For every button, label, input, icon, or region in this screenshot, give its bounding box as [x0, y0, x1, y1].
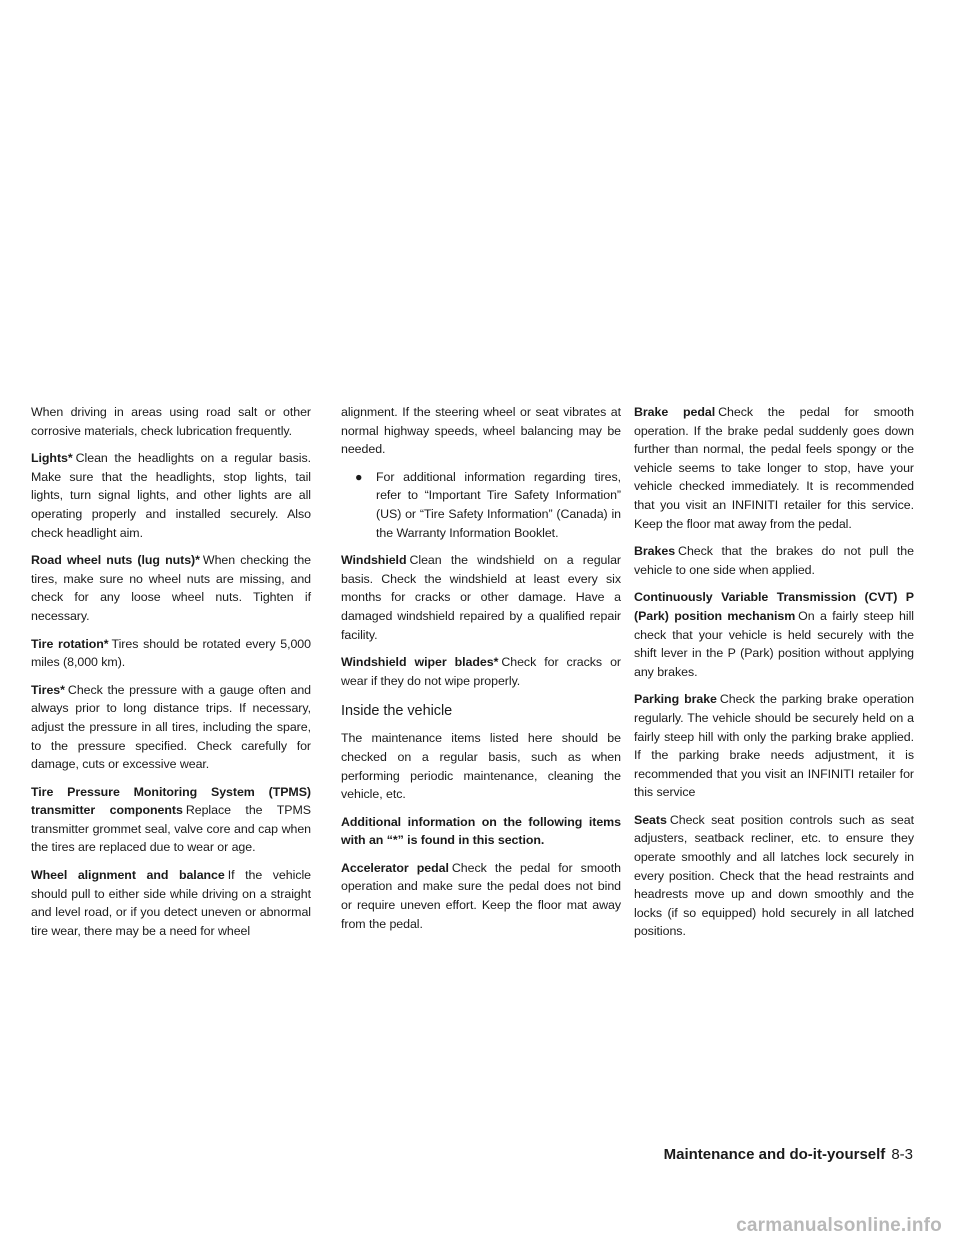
continuation-paragraph: alignment. If the steering wheel or seat vibrates at normal highway speeds, wheel balancing may be needed. — [341, 405, 621, 457]
item-text: On a fairly steep hill check that your vehicle is held securely with the shift lever in the P (Park) position without applying any brakes. — [634, 608, 914, 679]
item-windshield — [341, 551, 621, 644]
item-text: When checking the tires, make sure no wheel nuts are missing, and check for any loose wheel nuts. Tighten if necessary. — [31, 553, 312, 623]
item-parking-brake — [634, 690, 914, 802]
item-accelerator-pedal — [341, 859, 621, 933]
item-brakes — [634, 542, 914, 579]
item-term: Seats — [634, 812, 667, 827]
item-text: Check the pedal for smooth operation and make sure the pedal does not bind or require uneven effort. Keep the floor mat away from the pedal. — [341, 860, 622, 931]
item-wiper-blades — [341, 653, 621, 690]
section-heading: Inside the vehicle — [341, 703, 453, 720]
item-term: Road wheel nuts (lug nuts)* — [31, 553, 200, 568]
item-lights — [31, 449, 311, 542]
item-tire-rotation — [31, 635, 311, 672]
intro-paragraph: When driving in areas using road salt or other corrosive materials, check lubrication frequently. — [31, 405, 311, 438]
item-text: Clean the headlights on a regular basis. Make sure that the headlights, stop lights, tail lights, turn signal lights, and other lights are all operating properly and installed securely. Also check headlight aim. — [31, 451, 311, 540]
item-term: Parking brake — [634, 692, 717, 707]
bullet-icon: ● — [355, 469, 363, 484]
item-term: Accelerator pedal — [341, 860, 449, 875]
item-text: Check the pressure with a gauge often and always prior to long distance trips. If necessary, adjust the pressure in all tires, including the spare, to the pressure specified. Check carefully for damage, cuts or excessive wear. — [31, 682, 311, 772]
additional-info-note: Additional information on the following items with an “*” is found in this section. — [341, 814, 621, 848]
page-footer — [664, 1146, 913, 1163]
item-tpms — [31, 783, 311, 857]
page-number: 8-3 — [891, 1146, 913, 1163]
item-text: Check seat position controls such as seat adjusters, seatback recliner, etc. to ensure they operate smoothly and all latches lock securely in every position. Check that the head restraints and headrests move up and down smoothly and the locks (if so equipped) hold securely in all latched positions. — [634, 812, 914, 939]
item-term: Windshield — [341, 553, 407, 568]
watermark: carmanualsonline.info — [736, 1215, 942, 1236]
item-text: Tires should be rotated every 5,000 miles (8,000 km). — [31, 636, 311, 670]
item-term: Tire Pressure Monitoring System (TPMS) transmitter components — [31, 784, 311, 818]
item-wheel-nuts — [31, 551, 311, 625]
section-name: Maintenance and do-it-yourself — [663, 1146, 886, 1163]
item-text: Replace the TPMS transmitter grommet seal, valve core and cap when the tires are replaced due to wear or age. — [31, 803, 311, 855]
item-text: Clean the windshield on a regular basis. Check the windshield at least every six months for cracks or other damage. Have a damaged windshield repaired by a qualified repair facility. — [341, 553, 621, 642]
bullet-text: For additional information regarding tires, refer to “Important Tire Safety Information” (US) or “Tire Safety Information” (Canada) in the Warranty Information Booklet. — [376, 469, 621, 540]
item-term: Lights* — [31, 451, 73, 466]
item-term: Tires* — [31, 682, 65, 697]
item-text: Check that the brakes do not pull the vehicle to one side when applied. — [634, 544, 914, 577]
item-brake-pedal — [634, 403, 914, 533]
item-term: Continuously Variable Transmission (CVT) P (Park) position mechanism — [634, 590, 914, 623]
item-term: Brake pedal — [634, 405, 716, 419]
item-text: Check the pedal for smooth operation. If the brake pedal suddenly goes down further than normal, the pedal feels spongy or the vehicle seems to take longer to stop, have your vehicle checked immediately. It is recommended that you visit an INFINITI retailer for this service. Keep the floor mat away from the pedal. — [634, 405, 915, 531]
item-wheel-alignment — [31, 866, 311, 940]
item-text: If the vehicle should pull to either side while driving on a straight and level road, or if you detect uneven or abnormal tire wear, there may be a need for wheel — [31, 868, 312, 938]
item-text: Check the parking brake operation regularly. The vehicle should be securely held on a fairly steep hill with only the parking brake applied. If the parking brake needs adjustment, it is recommended that you visit an INFINITI retailer for this service — [634, 692, 914, 800]
column-left — [31, 403, 311, 949]
item-text: Check for cracks or wear if they do not wipe properly. — [341, 655, 621, 688]
item-tires — [31, 681, 311, 774]
item-term: Wheel alignment and balance — [31, 868, 225, 883]
item-seats — [634, 811, 914, 941]
column-middle — [341, 403, 621, 942]
item-term: Brakes — [634, 544, 676, 559]
item-cvt-park — [634, 588, 914, 681]
column-right — [634, 403, 914, 950]
section-intro: The maintenance items listed here should be checked on a regular basis, such as when performing periodic maintenance, cleaning the vehicle, etc. — [341, 731, 621, 802]
tire-info-bullet — [341, 468, 621, 542]
item-term: Windshield wiper blades* — [341, 655, 499, 670]
item-term: Tire rotation* — [31, 636, 109, 651]
